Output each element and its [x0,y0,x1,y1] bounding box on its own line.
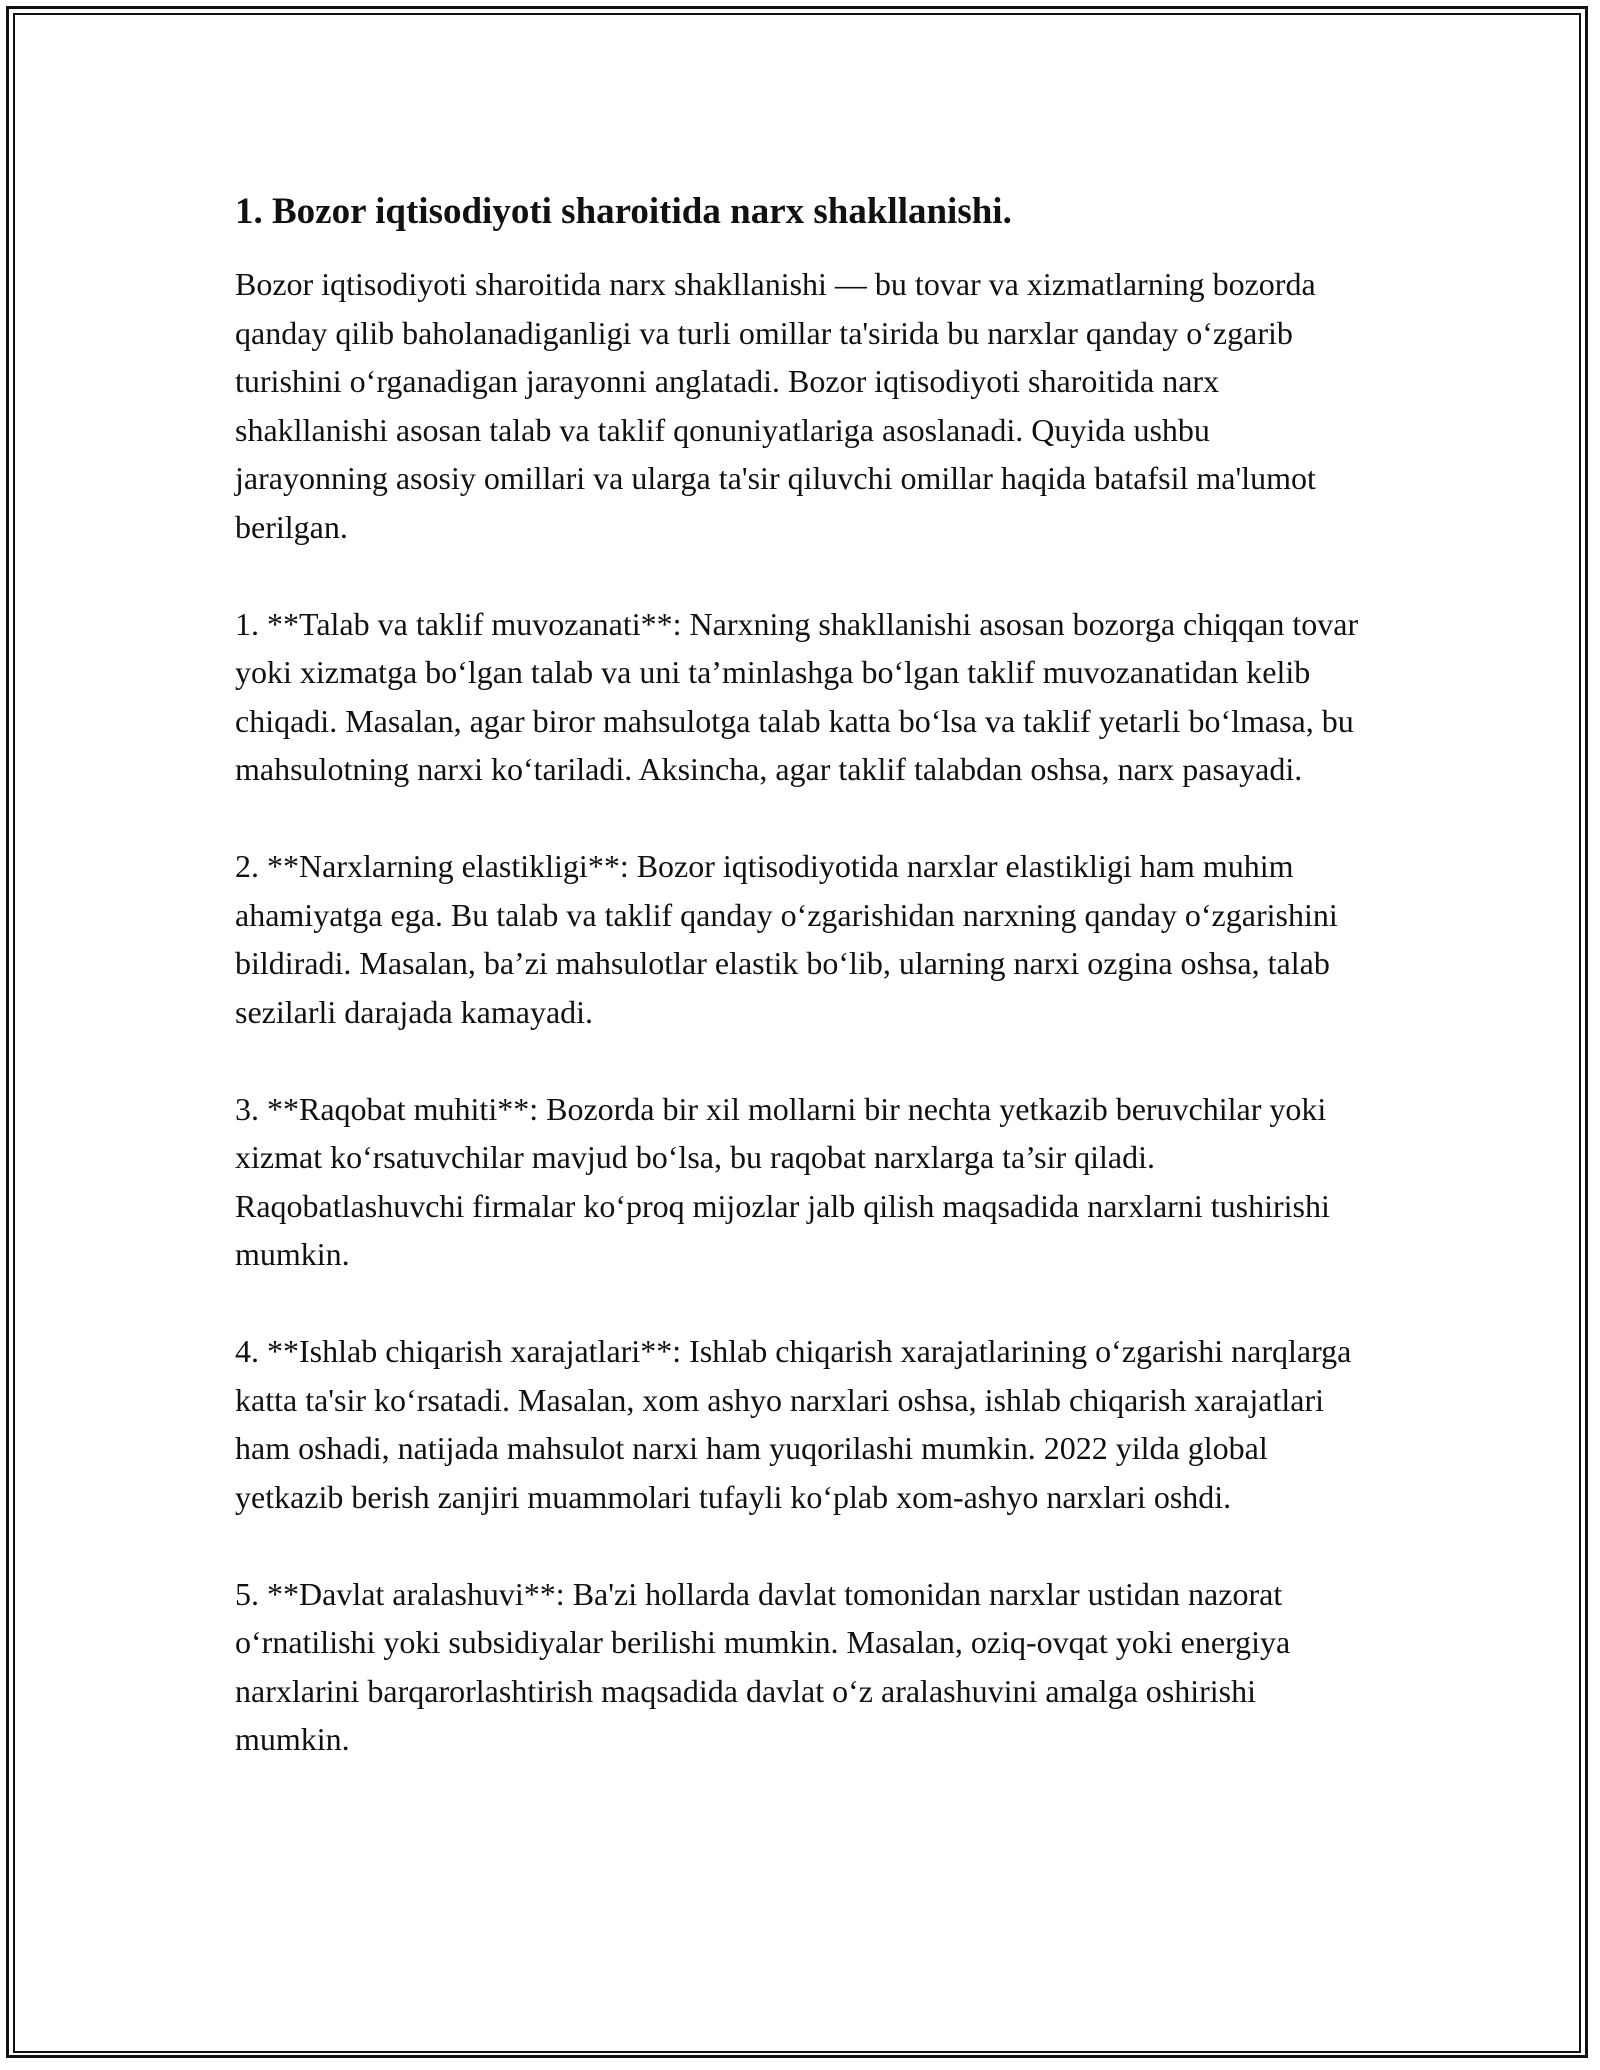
intro-paragraph: Bozor iqtisodiyoti sharoitida narx shakllanishi — bu tovar va xizmatlarning bozorda qanday qilib baholanadiganligi va turli omillar ta'sirida bu narxlar qanday o‘zgarib turishini o‘rganadigan jarayonni anglatadi. Bozor iqtisodiyoti sharoitida narx shakllanishi asosan talab va taklif qonuniyatlariga asoslanadi. Quyida ushbu jarayonning asosiy omillari va ularga ta'sir qiluvchi omillar haqida batafsil ma'lumot berilgan. [235,266,1316,545]
page-title: 1. Bozor iqtisodiyoti sharoitida narx shakllanishi. [235,191,1012,232]
paragraph-production-costs: 4. **Ishlab chiqarish xarajatlari**: Ishlab chiqarish xarajatlarining o‘zgarishi narqlarga katta ta'sir ko‘rsatadi. Masalan, xom ashyo narxlari oshsa, ishlab chiqarish xarajatlari ham oshadi, natijada mahsulot narxi ham yuqorilashi mumkin. 2022 yilda global yetkazib berish zanjiri muammolari tufayli ko‘plab xom-ashyo narxlari oshdi. [235,1333,1352,1515]
paragraph-price-elasticity: 2. **Narxlarning elastikligi**: Bozor iqtisodiyotida narxlar elastikligi ham muhim ahamiyatga ega. Bu talab va taklif qanday o‘zgarishidan narxning qanday o‘zgarishini bildiradi. Masalan, ba’zi mahsulotlar elastik bo‘lib, ularning narxi ozgina oshsa, talab sezilarli darajada kamayadi. [235,848,1338,1030]
paragraph-competition: 3. **Raqobat muhiti**: Bozorda bir xil mollarni bir nechta yetkazib beruvchilar yoki xizmat ko‘rsatuvchilar mavjud bo‘lsa, bu raqobat narxlarga ta’sir qiladi. Raqobatlashuvchi firmalar ko‘proq mijozlar jalb qilish maqsadida narxlarni tushirishi mumkin. [235,1090,1330,1272]
paragraph-supply-demand-balance: 1. **Talab va taklif muvozanati**: Narxning shakllanishi asosan bozorga chiqqan tovar yoki xizmatga bo‘lgan talab va uni ta’minlashga bo‘lgan taklif muvozanatidan kelib chiqadi. Masalan, agar biror mahsulotga talab katta bo‘lsa va taklif yetarli bo‘lmasa, bu mahsulotning narxi ko‘tariladi. Aksincha, agar taklif talabdan oshsa, narx pasayadi. [235,605,1359,787]
document-body [235,188,1370,1812]
paragraph-government-intervention: 5. **Davlat aralashuvi**: Ba'zi hollarda davlat tomonidan narxlar ustidan nazorat o‘rnatilishi yoki subsidiyalar berilishi mumkin. Masalan, oziq-ovqat yoki energiya narxlarini barqarorlashtirish maqsadida davlat o‘z aralashuvini amalga oshirishi mumkin. [235,1575,1291,1757]
